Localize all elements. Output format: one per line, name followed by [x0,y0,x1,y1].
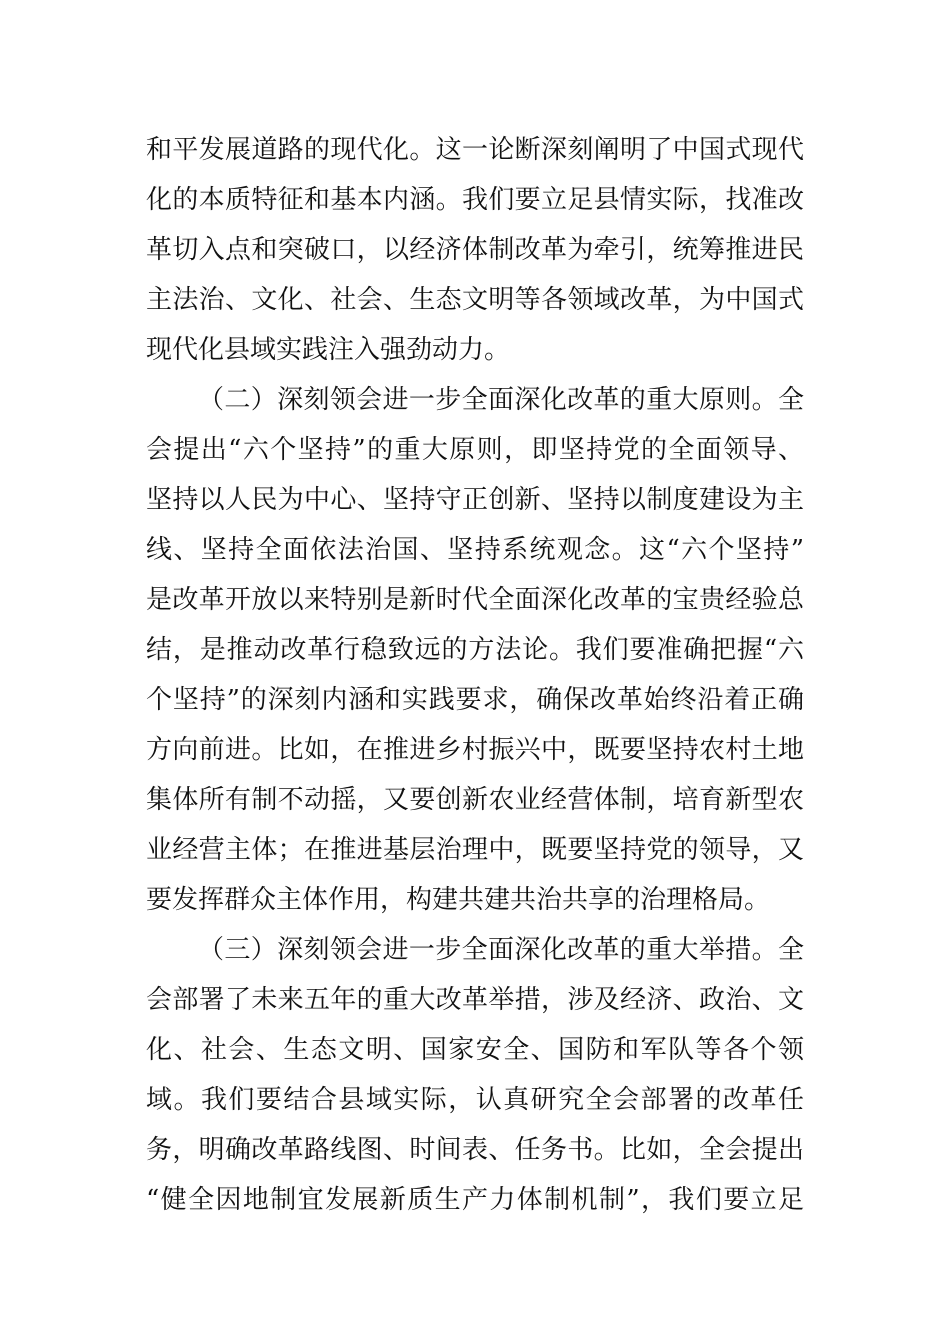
text-line: 会部署了未来五年的重大改革举措，涉及经济、政治、文 [146,985,804,1015]
text-line: “健全因地制宜发展新质生产力体制机制”，我们要立足 [146,1185,804,1215]
text-line: 结，是推动改革行稳致远的方法论。我们要准确把握“六 [146,635,804,665]
text-line: 会提出“六个坚持”的重大原则，即坚持党的全面领导、 [146,435,804,465]
text-line: 现代化县域实践注入强劲动力。 [146,335,511,365]
text-line: 化的本质特征和基本内涵。我们要立足县情实际，找准改 [146,185,804,215]
text-line: 个坚持”的深刻内涵和实践要求，确保改革始终沿着正确 [146,685,804,715]
text-line: 是改革开放以来特别是新时代全面深化改革的宝贵经验总 [146,585,804,615]
section-heading-2: （二）深刻领会进一步全面深化改革的重大原则。全 [198,385,804,415]
text-line: 和平发展道路的现代化。这一论断深刻阐明了中国式现代 [146,135,804,165]
text-line: 主法治、文化、社会、生态文明等各领域改革，为中国式 [146,285,804,315]
section-heading-3: （三）深刻领会进一步全面深化改革的重大举措。全 [198,935,804,965]
text-line: 坚持以人民为中心、坚持守正创新、坚持以制度建设为主 [146,485,804,515]
text-line: 革切入点和突破口，以经济体制改革为牵引，统筹推进民 [146,235,804,265]
text-line: 集体所有制不动摇，又要创新农业经营体制，培育新型农 [146,785,804,815]
text-line: 线、坚持全面依法治国、坚持系统观念。这“六个坚持” [146,535,804,565]
text-line: 要发挥群众主体作用，构建共建共治共享的治理格局。 [146,885,771,915]
text-line: 业经营主体；在推进基层治理中，既要坚持党的领导，又 [146,835,804,865]
text-line: 方向前进。比如，在推进乡村振兴中，既要坚持农村土地 [146,735,804,765]
text-line: 域。我们要结合县域实际，认真研究全会部署的改革任 [146,1085,804,1115]
text-line: 务，明确改革路线图、时间表、任务书。比如，全会提出 [146,1135,804,1165]
text-line: 化、社会、生态文明、国家安全、国防和军队等各个领 [146,1035,804,1065]
